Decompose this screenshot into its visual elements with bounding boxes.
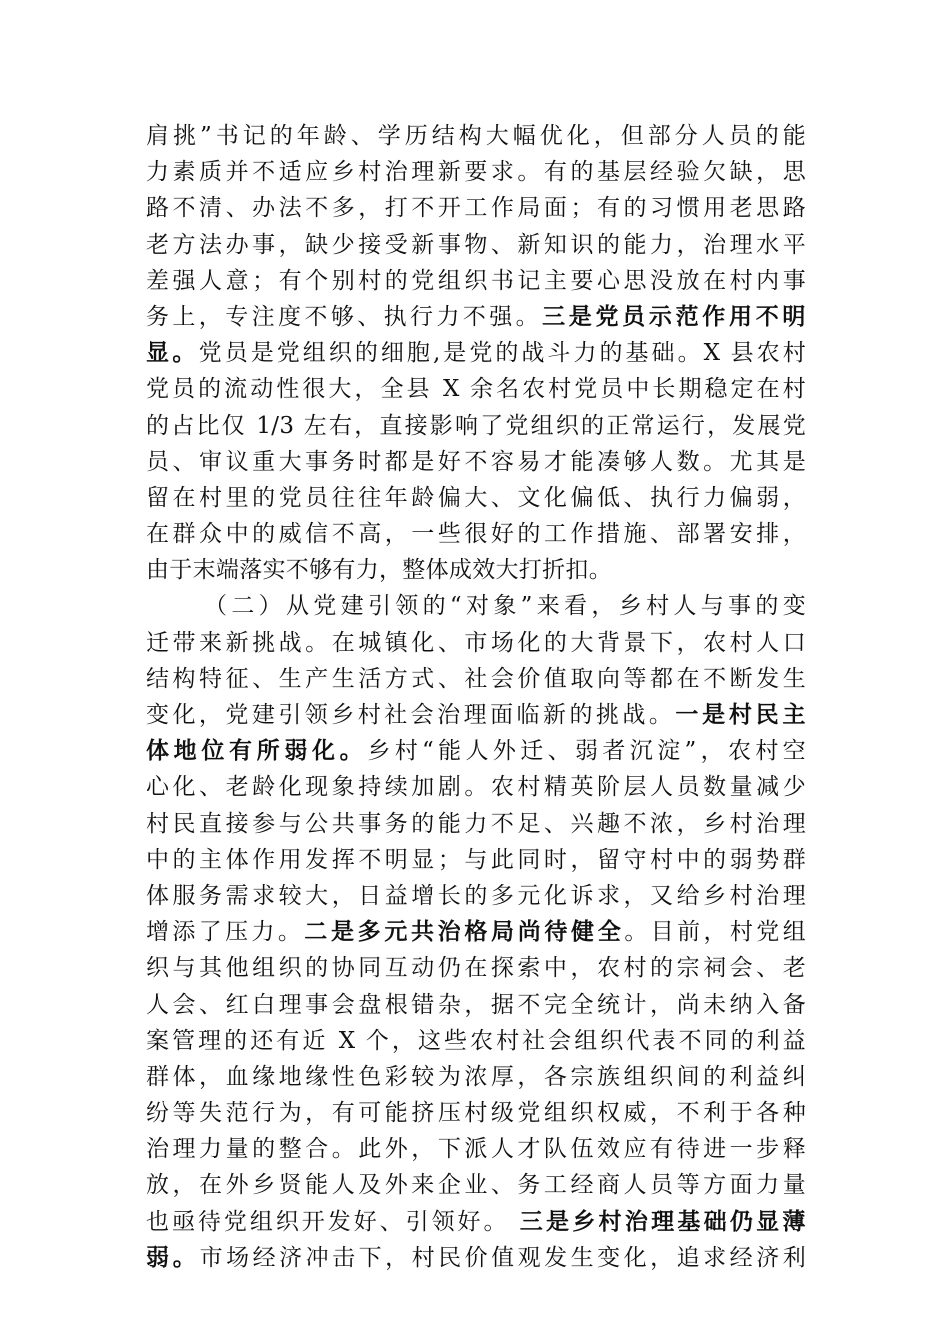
text-line [146,588,806,624]
text-line [146,371,806,407]
text-line [146,878,806,914]
paragraph-2 [146,588,806,1276]
text-run: 老方法办事，缺少接受新事物、新知识的能力，治理水平 [146,231,806,258]
text-run: 纷等失范行为，有可能挤压村级党组织权威，不利于各种 [146,1100,806,1127]
text-line [146,1131,806,1167]
text-line [146,1204,806,1240]
text-run: 村民直接参与公共事务的能力不足、兴趣不浓，乡村治理 [146,810,806,837]
text-run: 市场经济冲击下，村民价值观发生变化，追求经济利 [199,1244,806,1271]
text-run: 中的主体作用发挥不明显；与此同时，留守村中的弱势群 [146,846,806,873]
text-run: 增添了压力。 [146,919,305,946]
text-line [146,769,806,805]
text-line [146,552,806,588]
text-line [146,154,806,190]
text-run: 放，在外乡贤能人及外来企业、务工经商人员等方面力量 [146,1172,806,1199]
text-run: 党员的流动性很大，全县 X 余名农村党员中长期稳定在村 [146,376,806,403]
text-run: 由于末端落实不够有力，整体成效大打折扣。 [146,557,612,584]
paragraph-1 [146,118,806,588]
text-run: 党员是党组织的细胞,是党的战斗力的基础。X 县农村 [198,340,807,367]
text-line [146,118,806,154]
text-line [146,516,806,552]
text-line [146,661,806,697]
text-line [146,1023,806,1059]
text-run: 体服务需求较大，日益增长的多元化诉求，又给乡村治理 [146,882,806,909]
text-line [146,408,806,444]
text-run: 结构特征、生产生活方式、社会价值取向等都在不断发生 [146,665,806,692]
text-line [146,335,806,371]
text-run: 员、审议重大事务时都是好不容易才能凑够人数。尤其是 [146,448,806,475]
text-run: 也亟待党组织开发好、引领好。 [146,1208,520,1235]
text-line [146,480,806,516]
text-line [146,697,806,733]
text-run: 留在村里的党员往往年龄偏大、文化偏低、执行力偏弱， [146,484,806,511]
text-run: 在群众中的威信不高，一些很好的工作措施、部署安排， [146,521,806,548]
text-line [146,806,806,842]
text-run: 变化，党建引领乡村社会治理面临新的挑战。 [146,702,676,728]
text-run: 务上，专注度不够、执行力不强。 [146,303,543,330]
text-line [146,1167,806,1203]
text-run: 差强人意；有个别村的党组织书记主要心思没放在村内事 [146,267,806,294]
text-run: 的占比仅 1/3 左右，直接影响了党组织的正常运行，发展党 [146,412,806,439]
text-line [146,1059,806,1095]
text-run: 路不清、办法不多，打不开工作局面；有的习惯用老思路 [146,195,806,222]
text-line [146,227,806,263]
text-run: 治理力量的整合。此外，下派人才队伍效应有待进一步释 [146,1136,806,1163]
text-run: 力素质并不适应乡村治理新要求。有的基层经验欠缺，思 [146,159,806,186]
bold-heading-run: 二是多元共治格局尚待健全 [304,919,625,946]
text-line [146,190,806,226]
text-line [146,299,806,335]
text-line [146,1240,806,1276]
bold-heading-run: 一是村民主 [675,702,807,728]
text-line [146,733,806,769]
text-run: 心化、老龄化现象持续加剧。农村精英阶层人员数量减少 [146,774,806,801]
text-run: 迁带来新挑战。在城镇化、市场化的大背景下，农村人口 [146,629,806,656]
text-run: 群体，血缘地缘性色彩较为浓厚，各宗族组织间的利益纠 [146,1063,806,1090]
text-line [146,625,806,661]
text-line [146,444,806,480]
bold-heading-run: 弱。 [146,1244,200,1271]
text-run: 肩挑”书记的年龄、学历结构大幅优化，但部分人员的能 [146,123,806,149]
document-page [146,118,806,1276]
text-line [146,1095,806,1131]
text-run: 乡村“能人外迁、弱者沉淀”，农村空 [367,738,806,765]
text-run: 。目前，村党组 [624,919,806,946]
text-line [146,987,806,1023]
text-run: 织与其他组织的协同互动仍在探索中，农村的宗祠会、老 [146,955,806,982]
text-line [146,950,806,986]
bold-heading-run: 三是党员示范作用不明 [542,303,807,330]
text-run: （二）从党建引领的“对象”来看，乡村人与事的变 [204,593,806,620]
text-run: 案管理的还有近 X 个，这些农村社会组织代表不同的利益 [146,1027,806,1054]
text-line [146,263,806,299]
bold-heading-run: 三是乡村治理基础仍显薄 [519,1208,806,1235]
bold-heading-run: 显。 [146,340,199,367]
text-run: 人会、红白理事会盘根错杂，据不完全统计，尚未纳入备 [146,991,806,1018]
text-line [146,914,806,950]
bold-heading-run: 体地位有所弱化。 [146,738,368,765]
text-line [146,842,806,878]
